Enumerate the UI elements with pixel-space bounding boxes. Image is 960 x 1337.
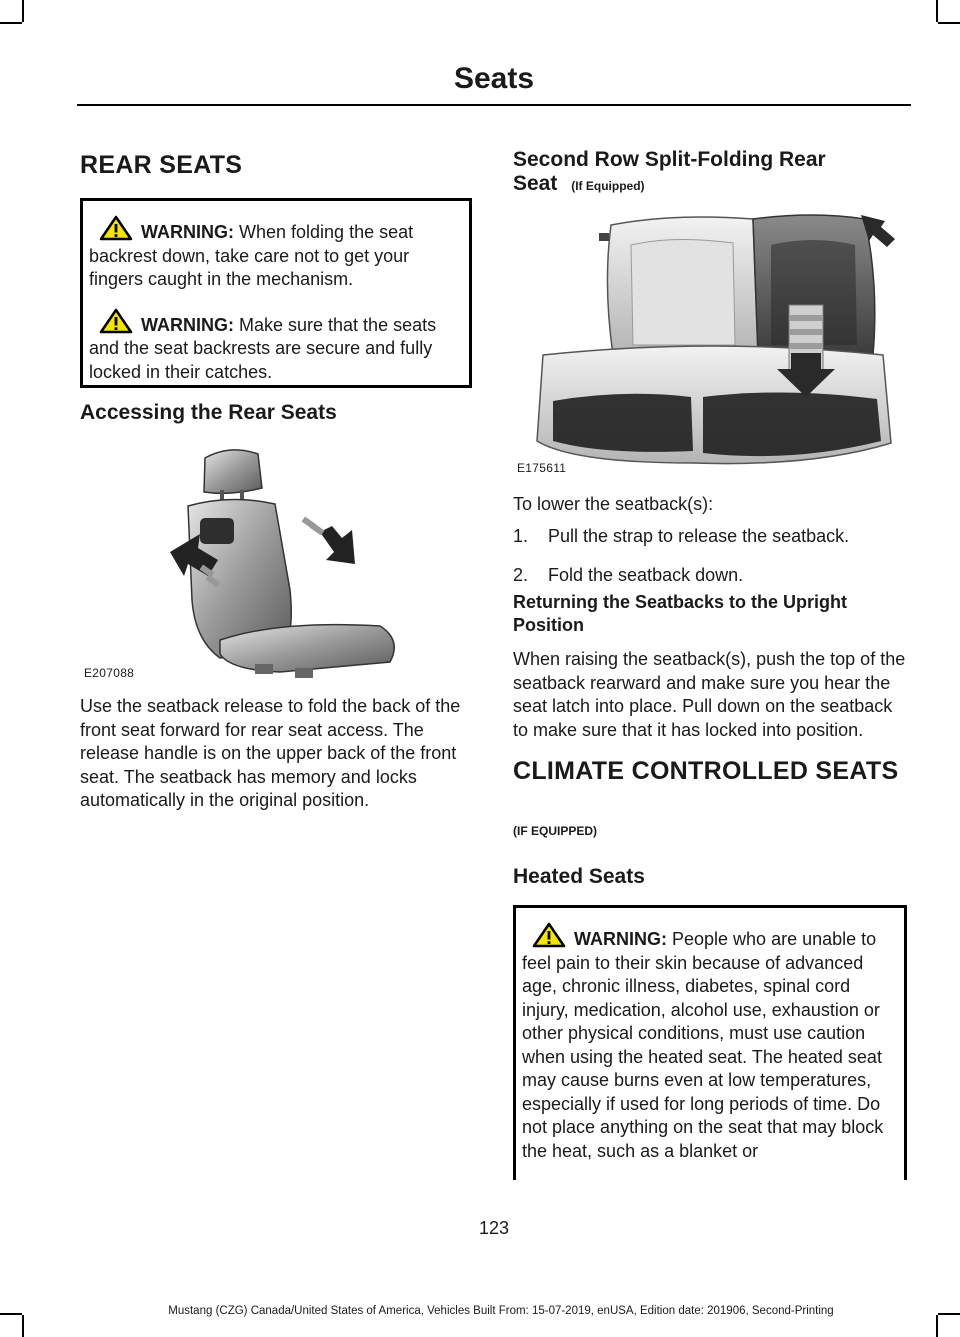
front-seat-illustration — [80, 440, 472, 680]
crop-mark — [22, 0, 24, 22]
subsection-title-heated-seats: Heated Seats — [513, 865, 645, 888]
lower-seatback-intro: To lower the seatback(s): — [513, 494, 714, 514]
if-equipped-note: (If Equipped) — [571, 179, 645, 193]
warning-label: WARNING: — [574, 929, 667, 949]
rear-seat-illustration — [513, 205, 907, 481]
header-rule — [77, 104, 911, 106]
list-item: 2. Fold the seatback down. — [513, 564, 744, 585]
warning-label: WARNING: — [141, 222, 234, 242]
climate-if-equipped: (IF EQUIPPED) — [513, 824, 598, 838]
figure-code: E207088 — [84, 666, 135, 680]
returning-body-text: When raising the seatback(s), push the top of the seatback rearward and make sure you hear the seat latch into place. Pull down on the seatback to make sure that it has locked into position. — [513, 649, 906, 740]
figure-code: E175611 — [517, 461, 567, 475]
list-item: 1. Pull the strap to release the seatback. — [513, 526, 850, 546]
rear-seat-drawing — [513, 205, 907, 481]
page-header-title: Seats — [453, 62, 535, 95]
warning-item — [89, 215, 463, 292]
warning-item — [522, 922, 898, 1163]
subsection-title-line1: Second Row Split-Folding Rear — [513, 148, 826, 171]
warning-triangle-icon — [99, 215, 133, 241]
subsection-title-returning: Returning the Seatbacks to the Upright Position — [513, 592, 848, 635]
warning-box — [80, 198, 472, 388]
subsection-title-split-folding — [513, 148, 907, 198]
warning-item — [89, 308, 463, 385]
crop-mark — [0, 22, 22, 24]
lower-seatback-steps — [513, 525, 907, 587]
warning-triangle-icon — [532, 922, 566, 948]
page-footer: Mustang (CZG) Canada/United States of America, Vehicles Built From: 15-07-2019, enUSA, Edition date: 201906, Second-Printing — [168, 1305, 834, 1317]
warning-text: Make sure that the seats and the seat backrests are secure and fully locked in their catches. — [89, 314, 437, 382]
crop-mark — [938, 22, 960, 24]
warning-triangle-icon — [99, 308, 133, 334]
warning-label: WARNING: — [141, 314, 234, 335]
subsection-title-line2: Seat — [513, 172, 558, 195]
subsection-title-accessing: Accessing the Rear Seats — [80, 401, 337, 424]
section-title-climate: CLIMATE CONTROLLED SEATS — [513, 757, 899, 785]
warning-text: When folding the seat backrest down, take care not to get your fingers caught in the mechanism. — [89, 222, 414, 289]
crop-mark — [936, 1315, 938, 1337]
crop-mark — [936, 0, 938, 22]
crop-mark — [22, 1315, 24, 1337]
warning-text: People who are unable to feel pain to their skin because of advanced age, chronic illness, diabetes, spinal cord injury, medication, alcohol use, exhaustion or other physical conditions, must use caution when using the heated seat. The heated seat may cause burns even at low temperatures, especially if used for long periods of time. Do not place anything on the seat that may block the heat, such as a blanket or — [522, 929, 884, 1161]
accessing-body-text: Use the seatback release to fold the back of the front seat forward for rear seat access. The release handle is on the upper back of the front seat. The seatback has memory and locks automatically in the original position. — [80, 696, 461, 810]
page-number: 123 — [478, 1218, 510, 1238]
heated-warning-box — [513, 905, 907, 1180]
section-title-rear-seats: REAR SEATS — [80, 151, 243, 179]
front-seat-drawing — [80, 440, 472, 680]
